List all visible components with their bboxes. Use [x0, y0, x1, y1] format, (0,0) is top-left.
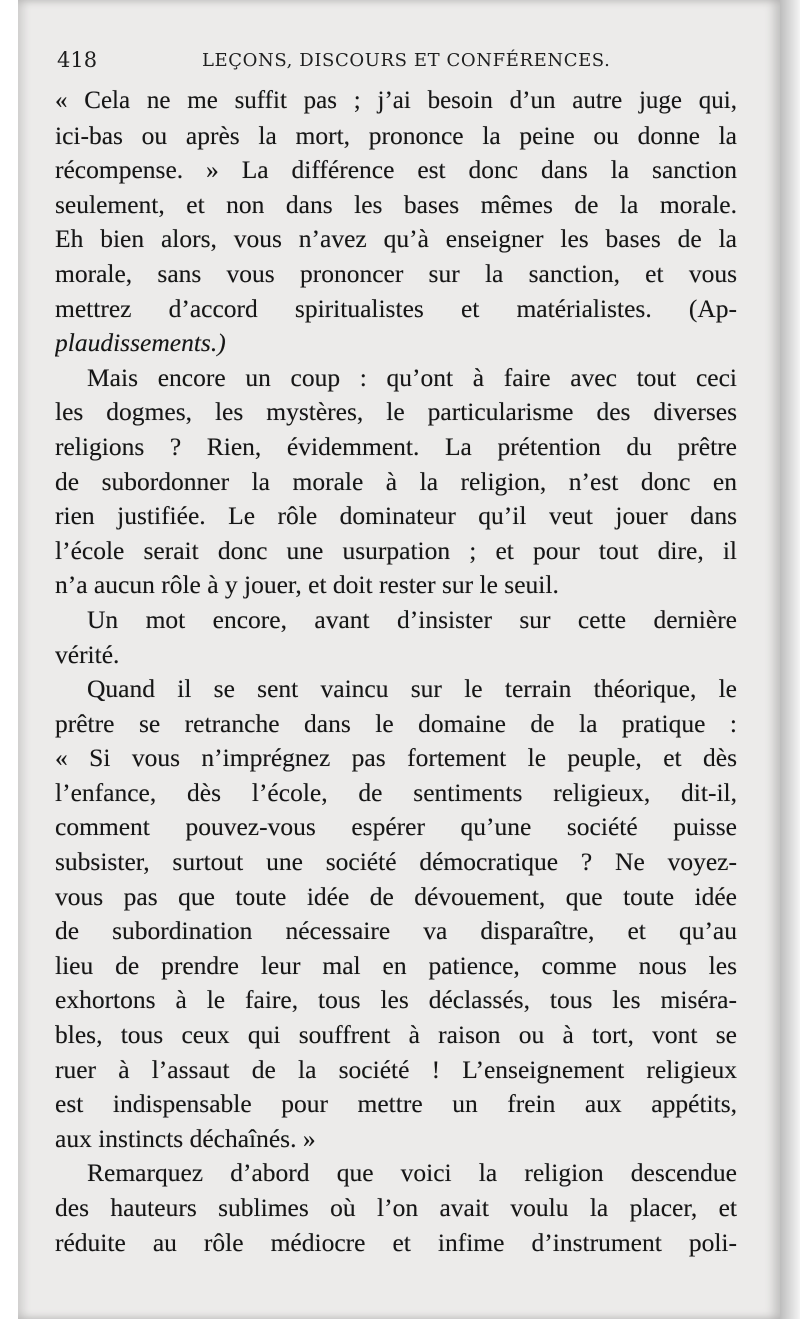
text-line: prêtre se retranche dans le domaine de la pratique : — [55, 708, 737, 738]
page-edge-shadow — [780, 0, 800, 1319]
text-line: les dogmes, les mystères, le particularisme des diverses — [55, 397, 737, 427]
text-line: lieu de prendre leur mal en patience, comme nous les — [55, 950, 737, 980]
text-line: seulement, et non dans les bases mêmes de la morale. — [55, 189, 737, 219]
text-line: aux instincts déchaînés. » — [55, 1123, 316, 1153]
text-line: réduite au rôle médiocre et infime d’instrument poli- — [55, 1227, 737, 1257]
text-line: subsister, surtout une société démocratique ? Ne voyez- — [55, 847, 737, 877]
body-text — [55, 84, 737, 1260]
text-line: religions ? Rien, évidemment. La prétention du prêtre — [55, 431, 737, 461]
page-header — [57, 42, 737, 76]
text-line: vérité. — [55, 639, 120, 669]
text-line: de subordination nécessaire va disparaître, et qu’au — [55, 916, 737, 946]
text-line: Un mot encore, avant d’insister sur cette dernière — [87, 604, 737, 634]
text-line: plaudissements.) — [55, 328, 226, 358]
text-line: Mais encore un coup : qu’ont à faire avec tout ceci — [87, 362, 737, 392]
text-line: Quand il se sent vaincu sur le terrain théorique, le — [87, 674, 737, 704]
text-line: bles, tous ceux qui souffrent à raison ou à tort, vont se — [55, 1020, 737, 1050]
text-line: vous pas que toute idée de dévouement, que toute idée — [55, 881, 737, 911]
text-line: l’école serait donc une usurpation ; et pour tout dire, il — [55, 535, 737, 565]
text-line: ici-bas ou après la mort, prononce la peine ou donne la — [55, 120, 737, 150]
text-line: des hauteurs sublimes où l’on avait voulu la placer, et — [55, 1193, 737, 1222]
text-line: ruer à l’assaut de la société ! L’enseignement religieux — [55, 1054, 737, 1084]
text-line: comment pouvez-vous espérer qu’une société puisse — [55, 812, 737, 842]
text-line: Remarquez d’abord que voici la religion descendue — [87, 1158, 737, 1188]
text-line: récompense. » La différence est donc dans la sanction — [55, 155, 737, 185]
text-line: rien justifiée. Le rôle dominateur qu’il veut jouer dans — [55, 501, 737, 531]
page-number: 418 — [57, 48, 98, 72]
text-line: de subordonner la morale à la religion, n’est donc en — [55, 466, 737, 496]
text-line: « Cela ne me suffit pas ; j’ai besoin d’un autre juge qui, — [55, 87, 737, 114]
text-line: mettrez d’accord spiritualistes et matérialistes. (Ap- — [55, 293, 737, 323]
text-line: l’enfance, dès l’école, de sentiments religieux, dit-il, — [55, 777, 737, 807]
text-line: « Si vous n’imprégnez pas fortement le peuple, et dès — [55, 743, 737, 773]
text-line: est indispensable pour mettre un frein aux appétits, — [55, 1089, 737, 1119]
text-line: morale, sans vous prononcer sur la sanction, et vous — [55, 258, 737, 288]
text-line: Eh bien alors, vous n’avez qu’à enseigner les bases de la — [55, 224, 737, 254]
text-line: exhortons à le faire, tous les déclassés, tous les miséra- — [55, 985, 737, 1015]
running-head: LEÇONS, DISCOURS ET CONFÉRENCES. — [202, 50, 611, 71]
text-line: n’a aucun rôle à y jouer, et doit rester sur le seuil. — [55, 570, 559, 600]
